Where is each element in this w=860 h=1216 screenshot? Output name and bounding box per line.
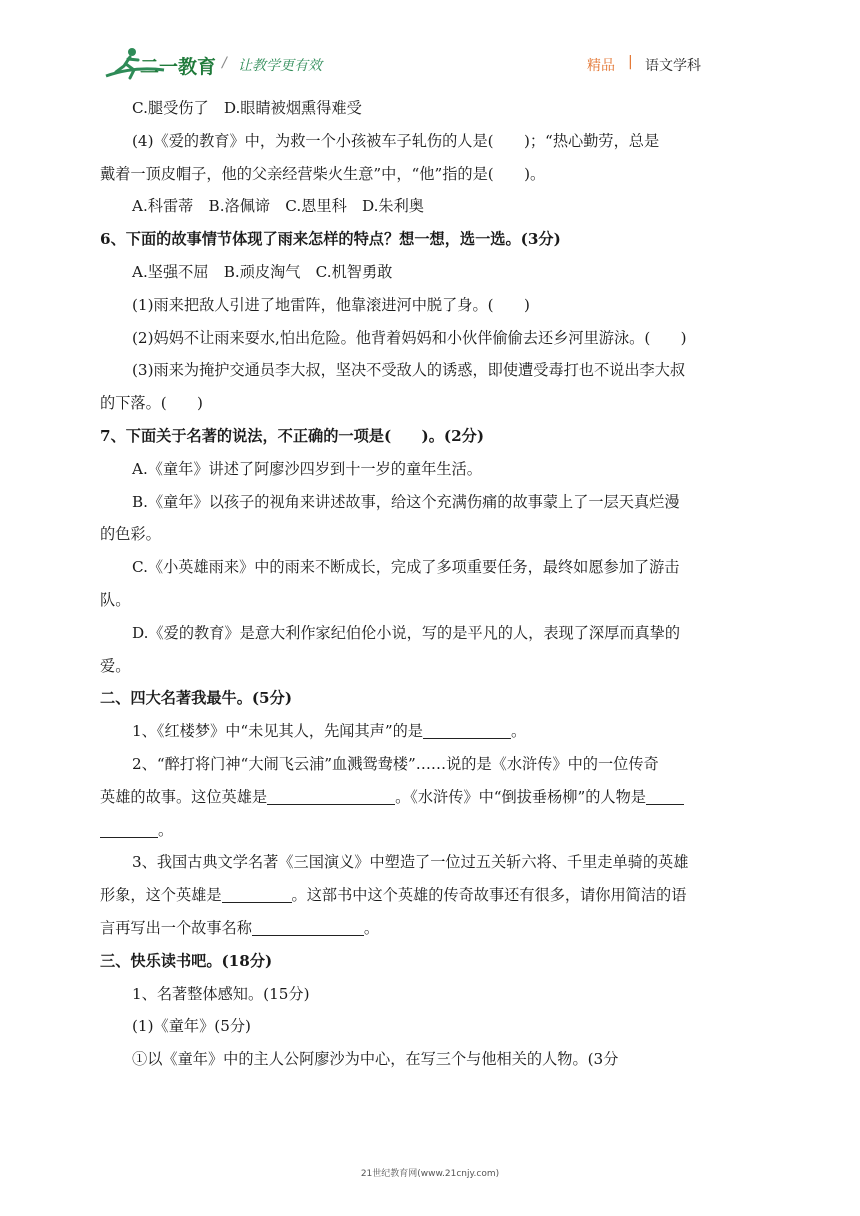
page-header: [0, 0, 860, 90]
question-text: 。这部书中这个英雄的传奇故事还有很多，请你用简洁的语: [291, 886, 687, 905]
answer-blank[interactable]: [100, 819, 158, 838]
option-line: C.腿受伤了 D.眼睛被烟熏得难受: [132, 99, 362, 117]
option-continuation: 的色彩。: [100, 525, 161, 544]
header-separator: |: [628, 54, 633, 70]
question-6-heading: 6、下面的故事情节体现了雨来怎样的特点？想一想，选一选。(3分): [100, 230, 561, 249]
document-body: [100, 92, 760, 1076]
option-continuation: 爱。: [100, 656, 131, 675]
question-text: 1、《红楼梦》中“未见其人，先闻其声”的是: [132, 722, 423, 741]
fill-in-question: 2、“醉打将门神“大闹飞云浦”血溅鸳鸯楼”……说的是《水浒传》中的一位传奇: [132, 754, 659, 773]
question-text: 英雄的故事。这位英雄是: [100, 787, 268, 806]
fill-in-continuation: [100, 912, 760, 945]
question-text: 形象，这个英雄是: [100, 886, 222, 905]
header-slash: /: [222, 55, 227, 71]
premium-label: 精品: [587, 58, 615, 74]
page-footer: 21世纪教育网(www.21cnjy.com): [360, 1169, 500, 1179]
punctuation: 。: [363, 918, 380, 937]
section-3-heading: 三、快乐读书吧。(18分): [100, 951, 273, 970]
option-continuation: 队。: [100, 590, 131, 609]
sub-heading: 1、名著整体感知。(15分): [132, 984, 310, 1003]
section-2-heading: 二、四大名著我最牛。(5分): [100, 689, 293, 708]
question-4-continuation: 戴着一顶皮帽子，他的父亲经营柴火生意”中，“他”指的是( )。: [100, 164, 546, 183]
sub-heading: (1)《童年》(5分): [132, 1017, 251, 1036]
question-4-line: (4)《爱的教育》中，为救一个小孩被车子轧伤的人是( )；“热心勤劳，总是: [132, 131, 660, 150]
fill-in-question: [100, 715, 760, 748]
question-7-heading: 7、下面关于名著的说法，不正确的一项是( )。(2分): [100, 426, 485, 445]
option-line: A.坚强不屈 B.顽皮淘气 C.机智勇敢: [132, 262, 393, 281]
fill-in-question: 3、我国古典文学名著《三国演义》中塑造了一位过五关斩六将、千里走单骑的英雄: [132, 853, 689, 872]
option-line: D.《爱的教育》是意大利作家纪伯伦小说，写的是平凡的人，表现了深厚而真挚的: [132, 623, 681, 642]
sub-question: (2)妈妈不让雨来耍水,怕出危险。他背着妈妈和小伙伴偷偷去还乡河里游泳。( ): [132, 328, 687, 347]
sub-question: (1)雨来把敌人引进了地雷阵，他靠滚进河中脱了身。( ): [132, 295, 530, 314]
answer-blank[interactable]: [222, 884, 292, 903]
option-line: A.《童年》讲述了阿廖沙四岁到十一岁的童年生活。: [132, 459, 482, 478]
sub-question: (3)雨来为掩护交通员李大叔，坚决不受敌人的诱惑，即使遭受毒打也不说出李大叔: [132, 361, 686, 380]
punctuation: 。: [158, 820, 174, 839]
sub-question: ①以《童年》中的主人公阿廖沙为中心，在写三个与他相关的人物。(3分: [132, 1050, 619, 1069]
answer-blank[interactable]: [252, 917, 364, 936]
fill-in-continuation: [100, 814, 760, 847]
fill-in-continuation: [100, 879, 760, 912]
option-line: B.《童年》以孩子的视角来讲述故事，给这个充满伤痛的故事蒙上了一层天真烂漫: [132, 492, 680, 511]
option-line: C.《小英雄雨来》中的雨来不断成长，完成了多项重要任务，最终如愿参加了游击: [132, 558, 680, 577]
answer-blank[interactable]: [646, 786, 684, 805]
subject-label: 语文学科: [645, 58, 701, 74]
logo-text: 二一教育: [140, 56, 217, 78]
question-text: 。《水浒传》中“倒拔垂杨柳”的人物是: [395, 787, 646, 806]
question-text: 言再写出一个故事名称: [100, 918, 252, 937]
header-slogan: 让教学更有效: [238, 58, 322, 74]
fill-in-continuation: [100, 781, 760, 814]
answer-blank[interactable]: [267, 786, 395, 805]
answer-blank[interactable]: [423, 720, 511, 739]
sub-question-continuation: 的下落。( ): [100, 394, 203, 413]
punctuation: 。: [510, 722, 527, 741]
option-line: A.科雷蒂 B.洛佩谛 C.恩里科 D.朱利奥: [132, 197, 424, 216]
